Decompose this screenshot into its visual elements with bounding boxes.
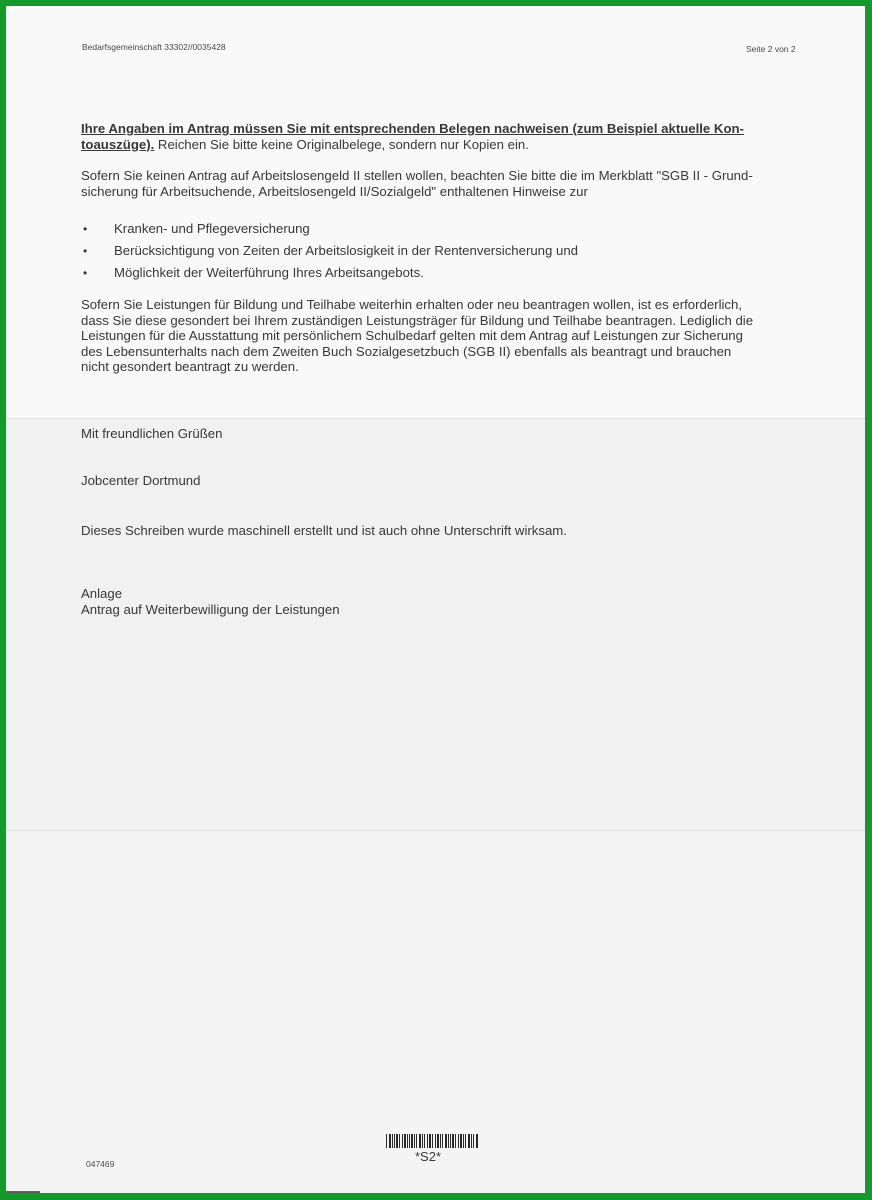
document-code: 047469: [86, 1159, 115, 1169]
list-item: • Berücksichtigung von Zeiten der Arbeitslosigkeit in der Rentenversicherung und: [81, 240, 801, 262]
education-line: des Lebensunterhalts nach dem Zweiten Buch Sozialgesetzbuch (SGB II) ebenfalls als beantragt und brauchen: [81, 343, 732, 359]
list-item: • Möglichkeit der Weiterführung Ihres Arbeitsangebots.: [81, 262, 801, 284]
list-item: • Kranken- und Pflegeversicherung: [81, 218, 801, 240]
information-line-1: Sofern Sie keinen Antrag auf Arbeitslosengeld II stellen wollen, beachten Sie bitte die im Merkblatt "SGB II - Grund-: [81, 168, 753, 183]
corner-mark: [6, 1191, 40, 1193]
bullet-icon: •: [83, 266, 88, 280]
bullet-icon: •: [83, 222, 88, 236]
fold-line-upper: [6, 418, 865, 419]
fold-line-lower: [6, 830, 865, 831]
education-line: dass Sie diese gesondert bei Ihrem zuständigen Leistungsträger für Bildung und Teilhabe beantragen. Lediglich die: [81, 312, 754, 328]
attachment-label: Anlage: [81, 586, 123, 601]
attachment-block: [81, 586, 801, 617]
evidence-instruction: Reichen Sie bitte keine Originalbelege, sondern nur Kopien ein.: [154, 136, 529, 152]
education-line: nicht gesondert beantragt zu werden.: [81, 359, 299, 374]
education-benefits-paragraph: [81, 297, 801, 375]
attachment-item: Antrag auf Weiterbewilligung der Leistungen: [81, 601, 340, 617]
education-line: Sofern Sie Leistungen für Bildung und Teilhabe weiterhin erhalten oder neu beantragen wollen, ist es erforderlich,: [81, 297, 743, 312]
information-paragraph: [81, 168, 801, 199]
sender-name: Jobcenter Dortmund: [81, 473, 201, 488]
bullet-icon: •: [83, 244, 88, 258]
evidence-emphasis-line-1: Ihre Angaben im Antrag müssen Sie mit entsprechenden Belegen nachweisen (zum Beispiel aktuelle Kon-: [81, 121, 744, 136]
page-number: Seite 2 von 2: [746, 44, 796, 54]
letter-page: [6, 6, 865, 1193]
evidence-emphasis-line-2: toauszüge).: [81, 136, 155, 152]
reference-number: Bedarfsgemeinschaft 33302//0035428: [82, 42, 226, 52]
machine-generated-notice: Dieses Schreiben wurde maschinell erstellt und ist auch ohne Unterschrift wirksam.: [81, 523, 567, 538]
information-line-2: sicherung für Arbeitsuchende, Arbeitslosengeld II/Sozialgeld" enthaltenen Hinweise zur: [81, 183, 588, 199]
barcode-graphic: [386, 1134, 478, 1148]
notice-topics-list: [81, 218, 801, 284]
education-line: Leistungen für die Ausstattung mit persönlichem Schulbedarf gelten mit dem Antrag auf Leistungen zur Sicherung: [81, 328, 743, 343]
barcode-label: *S2*: [415, 1149, 442, 1164]
greeting: Mit freundlichen Grüßen: [81, 426, 223, 441]
evidence-paragraph: [81, 121, 801, 152]
